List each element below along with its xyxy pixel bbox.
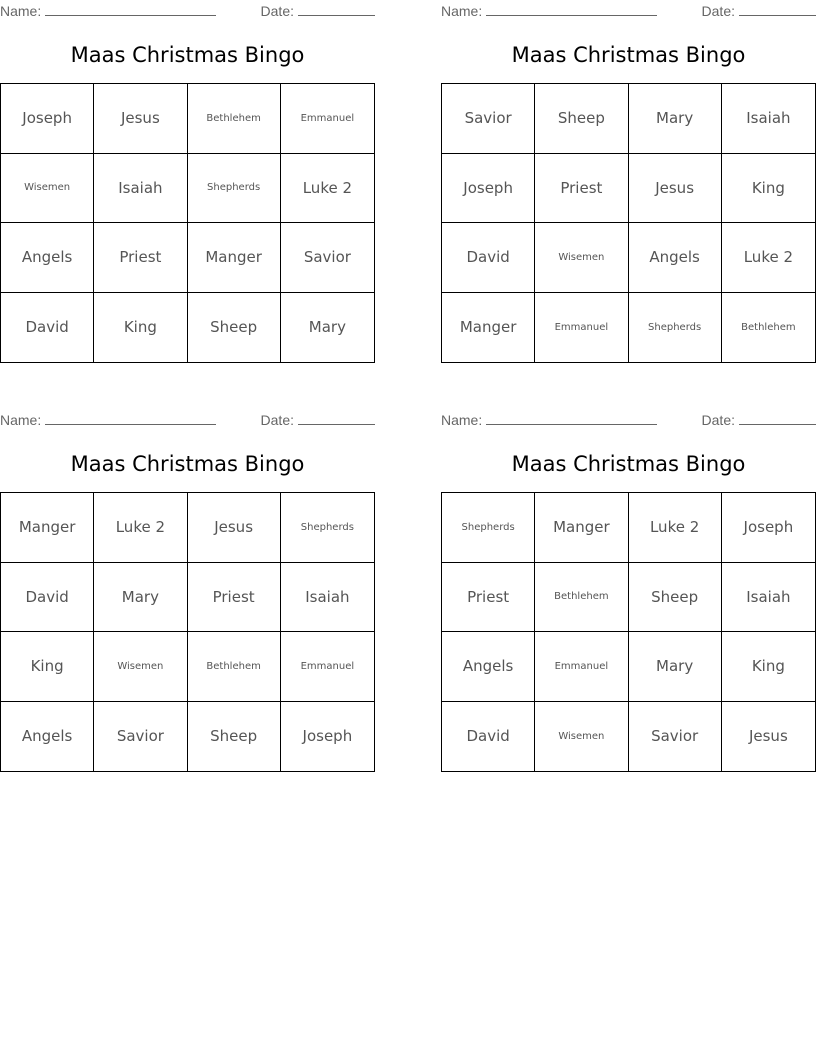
bingo-grid [441,83,816,363]
bingo-cell: Wisemen [535,223,628,293]
bingo-cell: Angels [1,702,94,772]
name-field [0,411,216,429]
bingo-cell: Savior [442,84,535,154]
bingo-cell: Shepherds [442,493,535,563]
bingo-cell: Priest [94,223,187,293]
bingo-card-4 [441,409,816,774]
bingo-grid [441,492,816,772]
card-title: Maas Christmas Bingo [511,452,746,476]
card-title: Maas Christmas Bingo [70,452,305,476]
card-title: Maas Christmas Bingo [70,43,305,67]
bingo-card-1 [0,0,375,365]
name-field [441,411,657,429]
bingo-cell: Savior [94,702,187,772]
bingo-cell: Bethlehem [188,84,281,154]
name-blank-line [486,2,657,16]
bingo-cell: Sheep [188,702,281,772]
date-blank-line [739,2,816,16]
date-blank-line [739,411,816,425]
bingo-grid [0,492,375,772]
bingo-card-3 [0,409,375,774]
date-field [261,2,375,20]
date-label: Date: [260,412,294,428]
bingo-cell: Luke 2 [94,493,187,563]
bingo-cell: Angels [442,632,535,702]
bingo-cell: Priest [188,563,281,633]
bingo-cell: Savior [281,223,374,293]
name-blank-line [486,411,657,425]
bingo-cell: Emmanuel [535,293,628,363]
bingo-cell: David [1,293,94,363]
bingo-cell: Emmanuel [281,632,374,702]
bingo-cell: Jesus [188,493,281,563]
bingo-cell: Angels [1,223,94,293]
date-label: Date: [701,3,735,19]
bingo-cell: Manger [535,493,628,563]
bingo-cell: Sheep [535,84,628,154]
bingo-grid [0,83,375,363]
date-field [261,411,375,429]
date-blank-line [298,2,375,16]
bingo-cell: Priest [442,563,535,633]
bingo-cell: Emmanuel [535,632,628,702]
bingo-cell: Manger [442,293,535,363]
bingo-cell: Wisemen [1,154,94,224]
date-field [702,411,816,429]
bingo-cell: Joseph [1,84,94,154]
bingo-cell: Joseph [722,493,815,563]
date-label: Date: [701,412,735,428]
name-field [0,2,216,20]
name-label: Name: [0,3,42,19]
bingo-cell: Mary [629,632,722,702]
name-blank-line [45,411,216,425]
bingo-cell: David [1,563,94,633]
bingo-cell: Isaiah [722,563,815,633]
bingo-cell: Luke 2 [722,223,815,293]
bingo-cell: Luke 2 [281,154,374,224]
bingo-cell: Mary [629,84,722,154]
bingo-cell: King [1,632,94,702]
date-label: Date: [260,3,294,19]
bingo-cell: King [722,154,815,224]
bingo-cell: Mary [308,318,346,337]
bingo-cell: Angels [629,223,722,293]
bingo-cell: Manger [188,223,281,293]
bingo-cell: Wisemen [535,702,628,772]
bingo-cell: Jesus [748,727,788,746]
bingo-cell: Joseph [442,154,535,224]
bingo-cell: Jesus [629,154,722,224]
bingo-cell: Savior [629,702,722,772]
bingo-cell: Isaiah [94,154,187,224]
bingo-cell: Shepherds [281,493,374,563]
bingo-cell: Emmanuel [281,84,374,154]
bingo-cell: Shepherds [629,293,722,363]
bingo-cell: Sheep [188,293,281,363]
bingo-cell: Jesus [94,84,187,154]
bingo-cell: Bethlehem [535,563,628,633]
bingo-cell: King [722,632,815,702]
bingo-cell: Isaiah [722,84,815,154]
bingo-cell: David [442,223,535,293]
bingo-cell: Sheep [629,563,722,633]
bingo-cell: Joseph [302,727,353,746]
bingo-cell: David [442,702,535,772]
bingo-cell: Luke 2 [629,493,722,563]
bingo-cell: Isaiah [281,563,374,633]
bingo-cell: Mary [94,563,187,633]
bingo-card-2 [441,0,816,365]
bingo-cell: Wisemen [94,632,187,702]
bingo-cell: Bethlehem [188,632,281,702]
name-label: Name: [0,412,42,428]
name-field [441,2,657,20]
bingo-cell: Shepherds [188,154,281,224]
bingo-cell: Priest [535,154,628,224]
name-blank-line [45,2,216,16]
bingo-cell: Manger [1,493,94,563]
bingo-cell: King [94,293,187,363]
name-label: Name: [441,3,483,19]
date-blank-line [298,411,375,425]
bingo-cell: Bethlehem [741,321,796,333]
card-title: Maas Christmas Bingo [511,43,746,67]
date-field [702,2,816,20]
name-label: Name: [441,412,483,428]
